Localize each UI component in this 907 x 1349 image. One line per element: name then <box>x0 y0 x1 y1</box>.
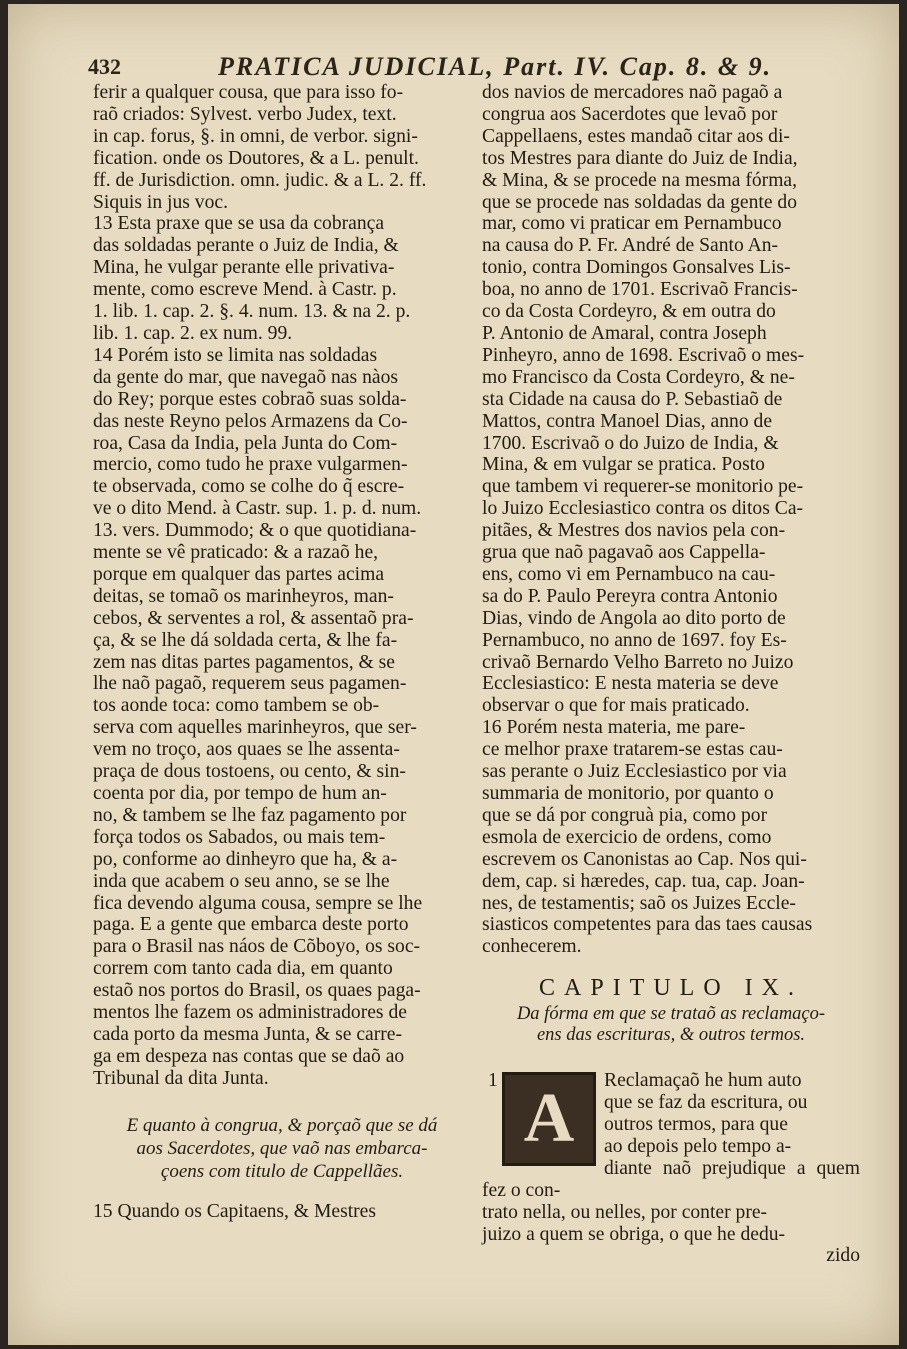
running-head: PRATICA JUDICIAL, Part. IV. Cap. 8. & 9. <box>218 52 773 81</box>
chapter-opening <box>482 1070 860 1267</box>
paragraph-number: 1 <box>488 1070 498 1092</box>
left-column <box>93 82 471 1223</box>
continuation-paragraph: ferir a qualquer cousa, que para isso fo- raõ criados: Sylvest. verbo Judex, text. in cap. forus, §. in omni, de verbor. signi- fication. onde os Doutores, & a L. penult. ff. de Jurisdiction. omn. judic. & a L. 2. ff. Siquis in jus voc. <box>93 82 427 213</box>
paragraph-16: 16 Porém nesta materia, me pare- ce melhor praxe tratarem-se estas cau- sas perante o Juiz Ecclesiastico por via summaria de monitorio, por quanto o que se dá por congruà pia, como por esmola de exercicio de ordens, como escrevem os Canonistas ao Cap. Nos qui- dem, cap. si hæredes, cap. tua, cap. Joan- nes, de testamentis; saõ os Juizes Eccle- siasticos competentes para das taes causas conhecerem. <box>482 717 813 958</box>
section-note: E quanto à congrua, & porçaõ que se dá aos Sacerdotes, que vaõ nas embarca- çoens com titulo de Cappellães. <box>126 1114 438 1182</box>
paragraph-13: 13 Esta praxe que se usa da cobrança das soldadas perante o Juiz de India, & Mina, he vulgar perante elle privativa- mente, como escreve Mend. à Castr. p. 1. lib. 1. cap. 2. §. 4. num. 13. & na 2. p. lib. 1. cap. 2. ex num. 99. <box>93 213 411 344</box>
chapter-subtitle: Da fórma em que se trataõ as reclamaço- ens das escrituras, & outros termos. <box>516 1004 826 1046</box>
chapter-title: CAPITULO IX. <box>539 975 803 1002</box>
paragraph-1: Reclamaçaõ he hum auto que se faz da escritura, ou outros termos, para que ao depois pelo tempo a- diante naõ prejudique a quem fez o con- trato nella, ou nelles, por conter pre- juizo a quem se obriga, o que he dedu- <box>482 1070 860 1245</box>
paragraph-15: 15 Quando os Capitaens, & Mestres <box>93 1200 376 1222</box>
right-column <box>482 82 860 1267</box>
book-page <box>8 4 899 1345</box>
drop-cap-letter: A <box>502 1072 596 1166</box>
paragraph-14: 14 Porém isto se limita nas soldadas da gente do mar, que navegaõ nas nàos do Rey; porque estes cobraõ suas solda- das neste Reyno pelos Armazens da Co- roa, Casa da India, pela Junta do Com- mercio, como tudo he praxe vulgarmen- te observada, como se colhe do q̃ escre- ve o dito Mend. à Castr. sup. 1. p. d. num. 13. vers. Dummodo; & o que quotidiana- mente se vê praticado: & a razaõ he, porque em qualquer das partes acima deitas, se tomaõ os marinheyros, man- cebos, & serventes a rol, & assentaõ pra- ça, & se lhe dá soldada certa, & lhe fa- zem nas ditas partes pagamentos, & se lhe naõ pagaõ, requerem seus pagamen- tos aonde toca: como tambem se ob- serva com aquelles marinheyros, que ser- vem no troço, aos quaes se lhe assenta- praça de dous tostoens, ou cento, & sin- coenta por dia, por tempo de hum an- no, & tambem se lhe faz pagamento por força todos os Sabados, ou mais tem- po, conforme ao dinheyro que ha, & a- inda que acabem o seu anno, se se lhe fica devendo alguma cousa, sempre se lhe paga. E a gente que embarca deste porto para o Brasil nas náos de Cõboyo, os soc- correm com tanto cada dia, em quanto estaõ nos portos do Brasil, os quaes paga- mentos lhe fazem os administradores de cada porto da mesma Junta, & se carre- ga em despeza nas contas que se daõ ao Tribunal da dita Junta. <box>93 344 423 1089</box>
catchword: zido <box>826 1245 860 1267</box>
page-number: 432 <box>88 54 121 79</box>
continuation-paragraph: dos navios de mercadores naõ pagaõ a congrua aos Sacerdotes que levaõ por Cappellaens, estes mandaõ citar aos di- tos Mestres para diante do Juiz de India, & Mina, & se procede na mesma fórma, que se procede nas soldadas da gente do mar, como vi praticar em Pernambuco na causa do P. Fr. André de Santo An- tonio, contra Domingos Gonsalves Lis- boa, no anno de 1701. Escrivaõ Francis- co da Costa Cordeyro, & em outra do P. Antonio de Amaral, contra Joseph Pinheyro, anno de 1698. Escrivaõ o mes- mo Francisco da Costa Cordeyro, & ne- sta Cidade na causa do P. Sebastiaõ de Mattos, contra Manoel Dias, anno de 1700. Escrivaõ o do Juizo de India, & Mina, & em vulgar se pratica. Posto que tambem vi requerer-se monitorio pe- lo Juizo Ecclesiastico contra os ditos Ca- pitães, & Mestres dos navios pela con- grua que naõ pagavaõ aos Cappella- ens, como vi em Pernambuco na cau- sa do P. Paulo Pereyra contra Antonio Dias, vindo de Angola ao dito porto de Pernambuco, no anno de 1697. foy Es- crivaõ Bernardo Velho Barreto no Juizo Ecclesiastico: E nesta materia se deve observar o que for mais praticado. <box>482 82 805 717</box>
